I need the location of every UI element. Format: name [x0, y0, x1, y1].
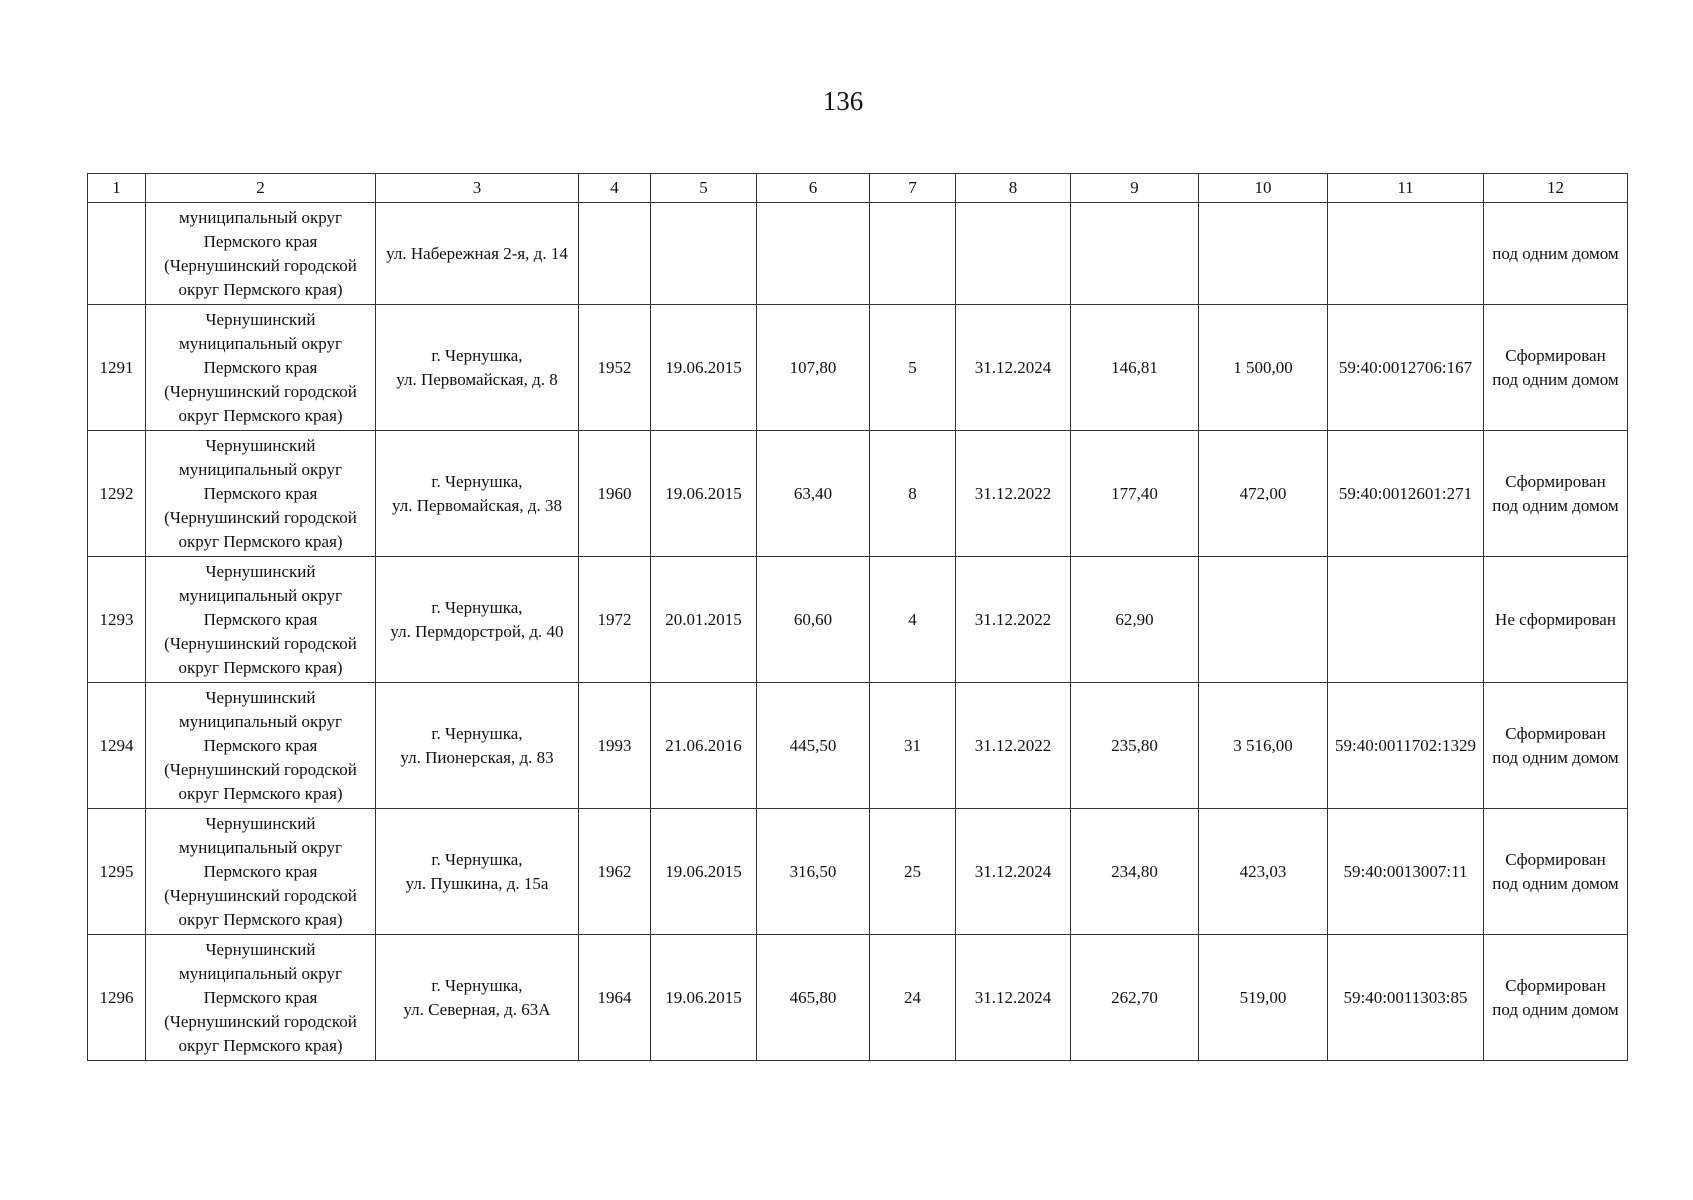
column-header: 9: [1071, 174, 1199, 203]
table-row: [88, 431, 1628, 557]
cell-year: 1993: [579, 683, 651, 809]
column-header: 2: [146, 174, 376, 203]
column-header: 1: [88, 174, 146, 203]
column-header: 4: [579, 174, 651, 203]
cell-date: 19.06.2015: [651, 305, 757, 431]
cell-municipality: Чернушинский муниципальный округ Пермского края (Чернушинский городской округ Пермского края): [146, 683, 376, 809]
cell-area: 465,80: [757, 935, 870, 1061]
cell-deadline: 31.12.2022: [956, 431, 1071, 557]
cell-area: 316,50: [757, 809, 870, 935]
cell-col9: 235,80: [1071, 683, 1199, 809]
cell-date: 19.06.2015: [651, 431, 757, 557]
cell-deadline: 31.12.2024: [956, 305, 1071, 431]
column-header: 11: [1328, 174, 1484, 203]
cell-status: Сформирован под одним домом: [1484, 809, 1628, 935]
cell-municipality: Чернушинский муниципальный округ Пермского края (Чернушинский городской округ Пермского края): [146, 809, 376, 935]
cell-cadastral: 59:40:0012601:271: [1328, 431, 1484, 557]
cell-cadastral: [1328, 557, 1484, 683]
cell-area: 107,80: [757, 305, 870, 431]
cell-year: [579, 203, 651, 305]
cell-col9: 146,81: [1071, 305, 1199, 431]
cell-municipality: Чернушинский муниципальный округ Пермского края (Чернушинский городской округ Пермского края): [146, 557, 376, 683]
cell-status: Не сформирован: [1484, 557, 1628, 683]
cell-number: 1292: [88, 431, 146, 557]
cell-date: 21.06.2016: [651, 683, 757, 809]
cell-date: [651, 203, 757, 305]
cell-deadline: 31.12.2022: [956, 683, 1071, 809]
cell-date: 20.01.2015: [651, 557, 757, 683]
cell-municipality: Чернушинский муниципальный округ Пермского края (Чернушинский городской округ Пермского края): [146, 935, 376, 1061]
table-row: [88, 809, 1628, 935]
cell-col9: 234,80: [1071, 809, 1199, 935]
cell-number: [88, 203, 146, 305]
column-header: 12: [1484, 174, 1628, 203]
cell-residents: 4: [870, 557, 956, 683]
cell-residents: 24: [870, 935, 956, 1061]
cell-status: Сформирован под одним домом: [1484, 683, 1628, 809]
cell-deadline: [956, 203, 1071, 305]
cell-col9: [1071, 203, 1199, 305]
cell-address: г. Чернушка, ул. Пушкина, д. 15а: [376, 809, 579, 935]
cell-status: Сформирован под одним домом: [1484, 431, 1628, 557]
cell-year: 1972: [579, 557, 651, 683]
cell-year: 1960: [579, 431, 651, 557]
cell-col10: 519,00: [1199, 935, 1328, 1061]
cell-col10: 1 500,00: [1199, 305, 1328, 431]
cell-col10: 423,03: [1199, 809, 1328, 935]
cell-residents: 8: [870, 431, 956, 557]
table-row: [88, 557, 1628, 683]
cell-municipality: Чернушинский муниципальный округ Пермского края (Чернушинский городской округ Пермского края): [146, 305, 376, 431]
cell-status: Сформирован под одним домом: [1484, 935, 1628, 1061]
cell-number: 1295: [88, 809, 146, 935]
page-number: 136: [822, 86, 864, 116]
cell-address: г. Чернушка, ул. Северная, д. 63А: [376, 935, 579, 1061]
cell-cadastral: 59:40:0012706:167: [1328, 305, 1484, 431]
cell-address: г. Чернушка, ул. Пионерская, д. 83: [376, 683, 579, 809]
cell-deadline: 31.12.2024: [956, 809, 1071, 935]
cell-date: 19.06.2015: [651, 935, 757, 1061]
cell-col10: 3 516,00: [1199, 683, 1328, 809]
cell-residents: 25: [870, 809, 956, 935]
table-row: [88, 935, 1628, 1061]
cell-year: 1964: [579, 935, 651, 1061]
cell-address: г. Чернушка, ул. Пермдорстрой, д. 40: [376, 557, 579, 683]
cell-address: г. Чернушка, ул. Первомайская, д. 8: [376, 305, 579, 431]
column-header: 6: [757, 174, 870, 203]
cell-col10: [1199, 557, 1328, 683]
table-row: [88, 683, 1628, 809]
cell-col10: 472,00: [1199, 431, 1328, 557]
cell-deadline: 31.12.2022: [956, 557, 1071, 683]
cell-municipality: Чернушинский муниципальный округ Пермского края (Чернушинский городской округ Пермского края): [146, 431, 376, 557]
cell-year: 1962: [579, 809, 651, 935]
cell-cadastral: 59:40:0011303:85: [1328, 935, 1484, 1061]
cell-deadline: 31.12.2024: [956, 935, 1071, 1061]
column-header: 7: [870, 174, 956, 203]
cell-area: [757, 203, 870, 305]
column-header: 3: [376, 174, 579, 203]
cell-cadastral: 59:40:0011702:1329: [1328, 683, 1484, 809]
column-header: 8: [956, 174, 1071, 203]
column-header: 10: [1199, 174, 1328, 203]
cell-status: Сформирован под одним домом: [1484, 305, 1628, 431]
cell-year: 1952: [579, 305, 651, 431]
cell-col9: 262,70: [1071, 935, 1199, 1061]
cell-area: 60,60: [757, 557, 870, 683]
cell-cadastral: [1328, 203, 1484, 305]
cell-number: 1294: [88, 683, 146, 809]
cell-status: под одним домом: [1484, 203, 1628, 305]
cell-col9: 177,40: [1071, 431, 1199, 557]
cell-address: г. Чернушка, ул. Первомайская, д. 38: [376, 431, 579, 557]
cell-municipality: муниципальный округ Пермского края (Чернушинский городской округ Пермского края): [146, 203, 376, 305]
cell-residents: [870, 203, 956, 305]
cell-col9: 62,90: [1071, 557, 1199, 683]
column-number-row: [88, 174, 1628, 203]
cell-residents: 31: [870, 683, 956, 809]
cell-address: ул. Набережная 2-я, д. 14: [376, 203, 579, 305]
cell-area: 445,50: [757, 683, 870, 809]
cell-col10: [1199, 203, 1328, 305]
cell-number: 1296: [88, 935, 146, 1061]
table-row-continuation: [88, 203, 1628, 305]
cell-area: 63,40: [757, 431, 870, 557]
cell-date: 19.06.2015: [651, 809, 757, 935]
column-header: 5: [651, 174, 757, 203]
cell-cadastral: 59:40:0013007:11: [1328, 809, 1484, 935]
cell-residents: 5: [870, 305, 956, 431]
cell-number: 1293: [88, 557, 146, 683]
cell-number: 1291: [88, 305, 146, 431]
housing-registry-table: [87, 173, 1628, 1061]
table-row: [88, 305, 1628, 431]
